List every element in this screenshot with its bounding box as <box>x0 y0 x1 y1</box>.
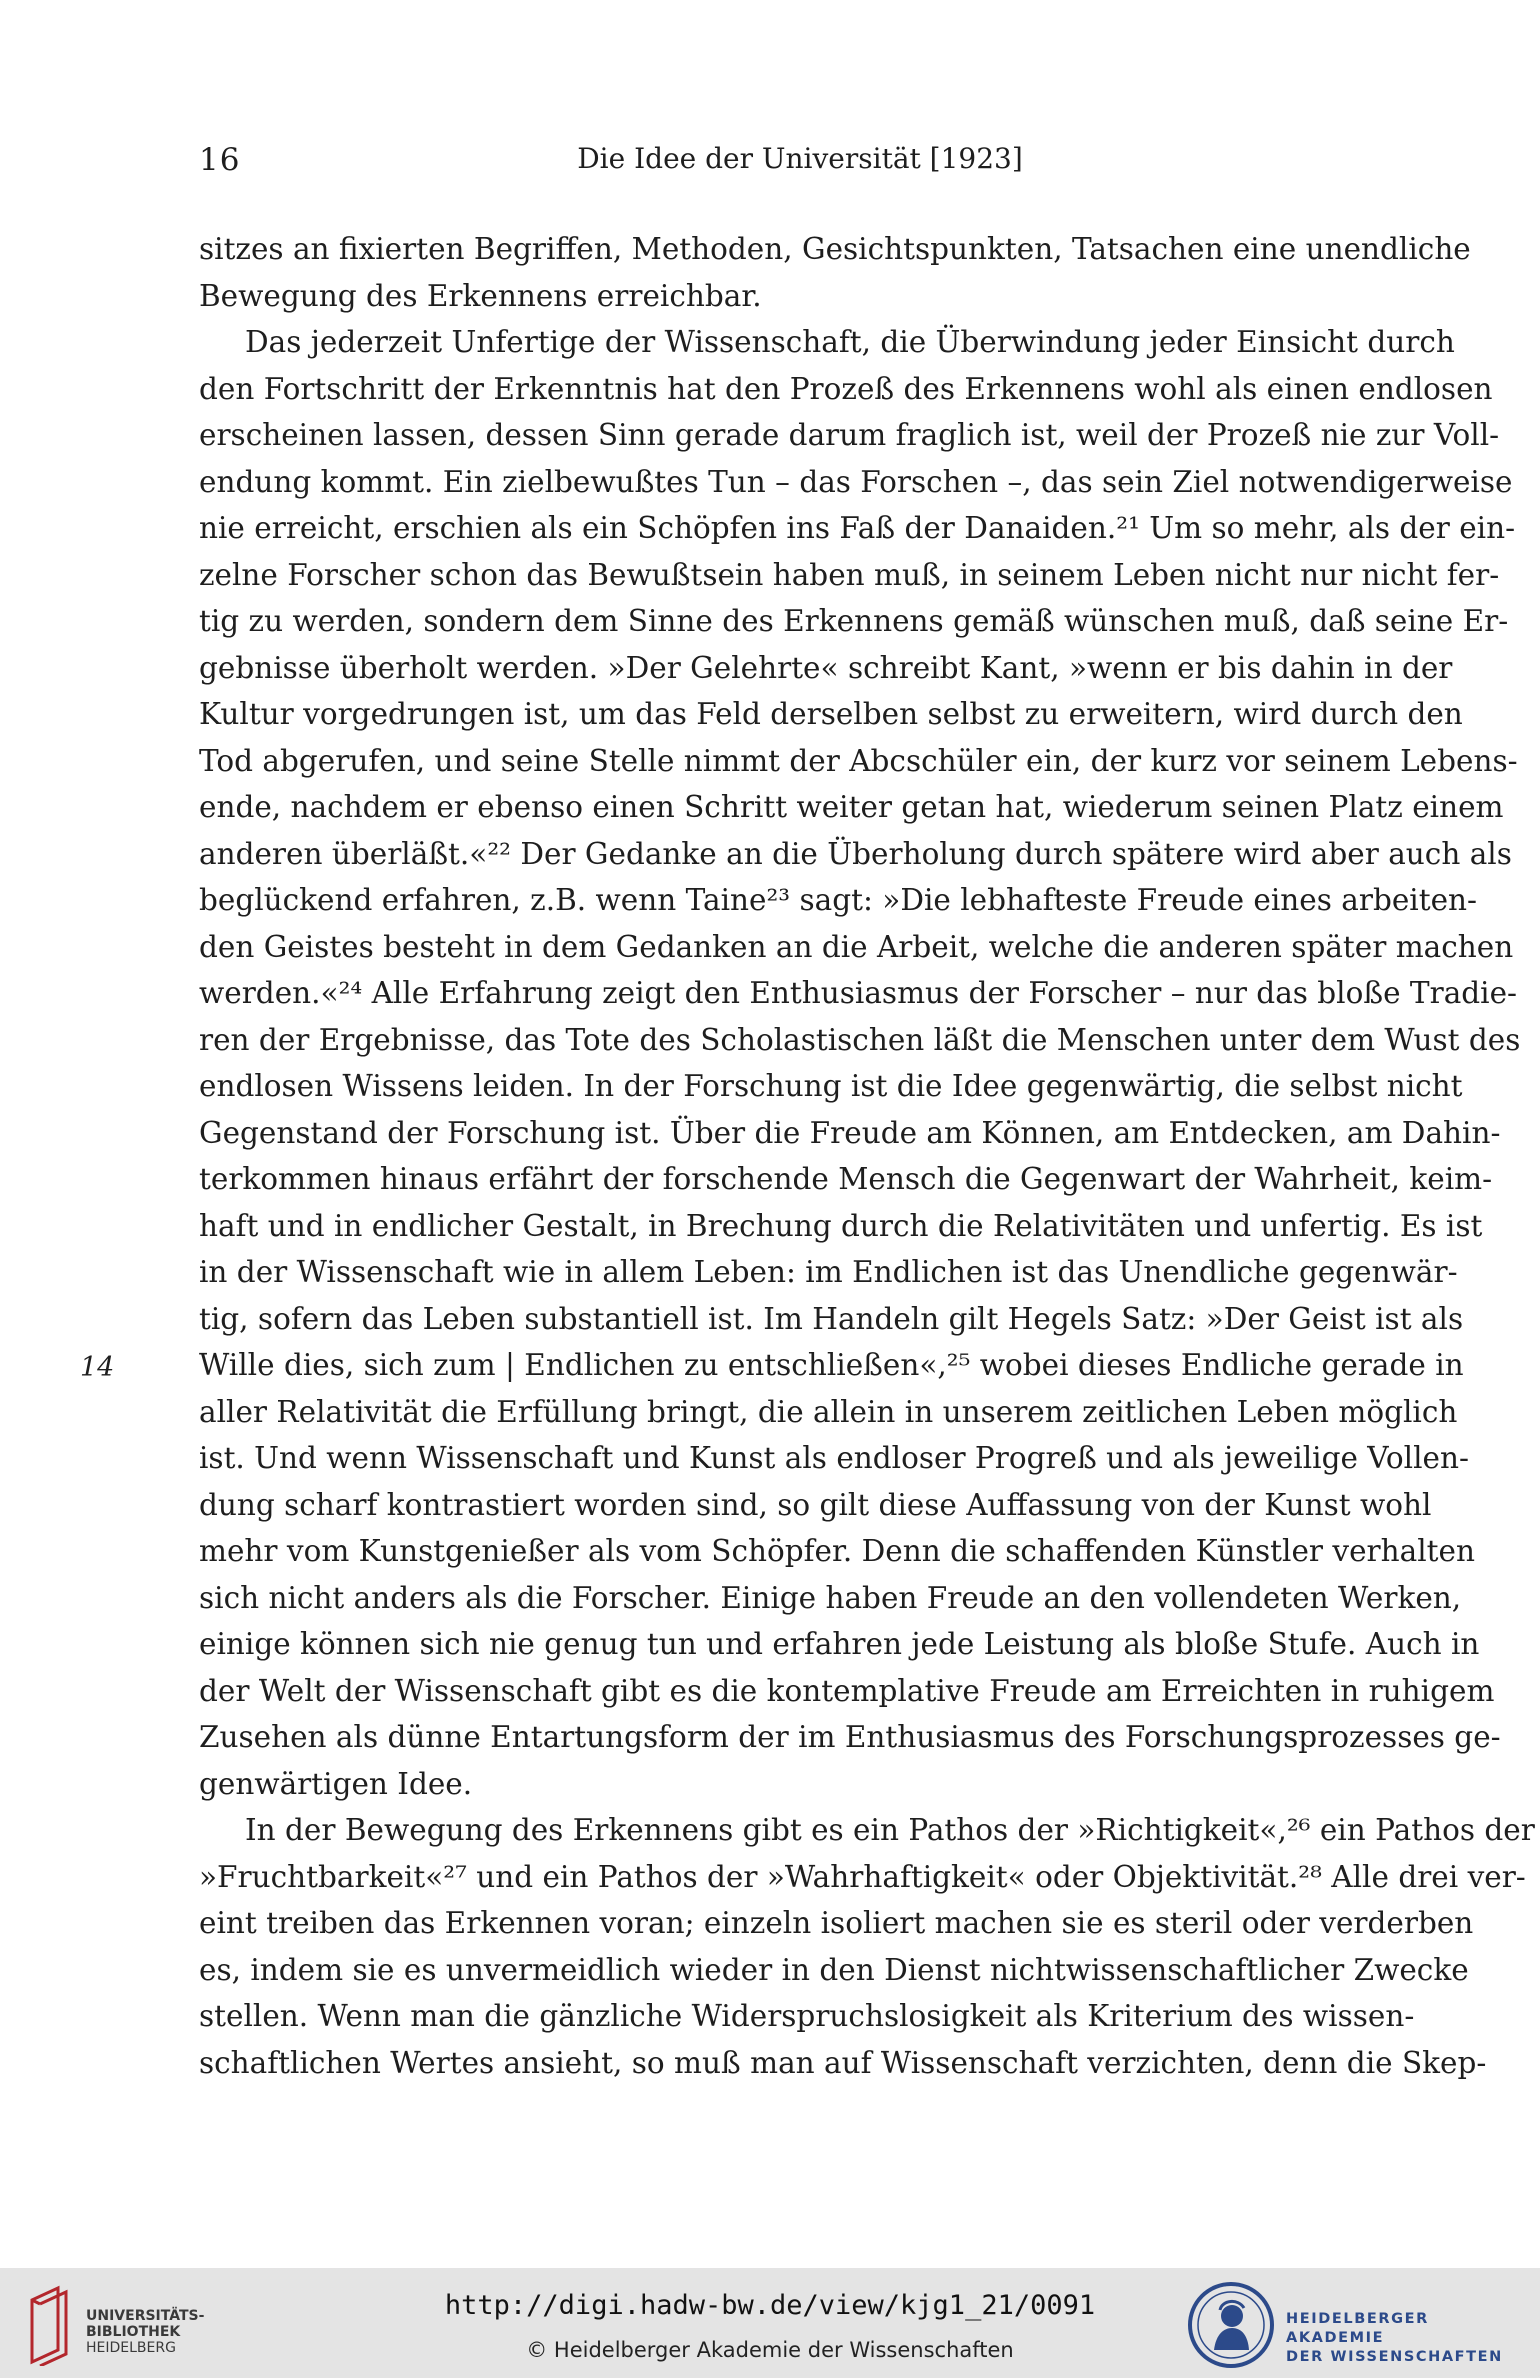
text-line: der Welt der Wissenschaft gibt es die kontemplative Freude am Erreichten in ruhigem <box>199 1673 1495 1708</box>
text-line: erscheinen lassen, dessen Sinn gerade darum fraglich ist, weil der Prozeß nie zur Voll- <box>199 418 1500 452</box>
text-line: in der Wissenschaft wie in allem Leben: im Endlichen ist das Unendliche gegenwär- <box>199 1255 1458 1289</box>
text-line: tig, sofern das Leben substantiell ist. Im Handeln gilt Hegels Satz: »Der Geist ist als <box>199 1301 1464 1336</box>
text-line: es, indem sie es unvermeidlich wieder in den Dienst nichtwissenschaftlicher Zwecke <box>199 1952 1469 1987</box>
footer-bar <box>0 2268 1540 2378</box>
text-line: beglückend erfahren, z.B. wenn Taine²³ sagt: »Die lebhafteste Freude eines arbeiten- <box>199 883 1478 917</box>
text-line: sitzes an fixierten Begriffen, Methoden, Gesichtspunkten, Tatsachen eine unendliche <box>199 232 1471 266</box>
text-line: tig zu werden, sondern dem Sinne des Erkennens gemäß wünschen muß, daß seine Er- <box>199 604 1509 638</box>
library-name-line: UNIVERSITÄTS- <box>86 2308 205 2324</box>
text-line: Tod abgerufen, und seine Stelle nimmt der Abcschüler ein, der kurz vor seinem Lebens- <box>199 743 1518 778</box>
library-name-line: BIBLIOTHEK <box>86 2324 181 2340</box>
text-line: genwärtigen Idee. <box>199 1766 473 1801</box>
page-number: 16 <box>199 142 241 178</box>
text-line: sich nicht anders als die Forscher. Einige haben Freude an den vollendeten Werken, <box>199 1580 1462 1615</box>
text-line: terkommen hinaus erfährt der forschende Mensch die Gegenwart der Wahrheit, keim- <box>199 1162 1493 1196</box>
library-name-line: HEIDELBERG <box>86 2340 176 2356</box>
text-line: den Fortschritt der Erkenntnis hat den Prozeß des Erkennens wohl als einen endlosen <box>199 371 1493 406</box>
text-line: »Fruchtbarkeit«²⁷ und ein Pathos der »Wahrhaftigkeit« oder Objektivität.²⁸ Alle drei ver- <box>199 1859 1526 1894</box>
text-line: den Geistes besteht in dem Gedanken an die Arbeit, welche die anderen später machen <box>199 929 1514 964</box>
text-line: endung kommt. Ein zielbewußtes Tun – das Forschen –, das sein Ziel notwendigerweise <box>199 464 1513 499</box>
text-line: ist. Und wenn Wissenschaft und Kunst als endloser Progreß und als jeweilige Vollen- <box>199 1441 1469 1475</box>
academy-logo[interactable] <box>1186 2280 1526 2370</box>
text-line: Gegenstand der Forschung ist. Über die Freude am Können, am Entdecken, am Dahin- <box>199 1115 1501 1150</box>
text-line: haft und in endlicher Gestalt, in Brechung durch die Relativitäten und unfertig. Es ist <box>199 1208 1483 1243</box>
margin-page-reference: 14 <box>80 1352 115 1383</box>
academy-name-line: DER WISSENSCHAFTEN <box>1286 2349 1503 2365</box>
text-line: Zusehen als dünne Entartungsform der im Enthusiasmus des Forschungsprozesses ge- <box>199 1720 1501 1754</box>
text-line: Wille dies, sich zum | Endlichen zu entschließen«,²⁵ wobei dieses Endliche gerade in <box>199 1348 1464 1382</box>
text-line: gebnisse überholt werden. »Der Gelehrte« schreibt Kant, »wenn er bis dahin in der <box>199 650 1453 685</box>
academy-name-line: HEIDELBERGER AKADEMIE <box>1286 2311 1429 2346</box>
text-line: Das jederzeit Unfertige der Wissenschaft, die Überwindung jeder Einsicht durch <box>245 325 1455 359</box>
text-line: mehr vom Kunstgenießer als vom Schöpfer. Denn die schaffenden Künstler verhalten <box>199 1534 1475 1568</box>
text-line: endlosen Wissens leiden. In der Forschung ist die Idee gegenwärtig, die selbst nicht <box>199 1069 1463 1103</box>
text-line: Bewegung des Erkennens erreichbar. <box>199 278 762 313</box>
text-line: nie erreicht, erschien als ein Schöpfen ins Faß der Danaiden.²¹ Um so mehr, als der ein- <box>199 511 1516 545</box>
running-title: Die Idee der Universität [1923] <box>577 142 1023 175</box>
text-line: ren der Ergebnisse, das Tote des Scholastischen läßt die Menschen unter dem Wust des <box>199 1022 1521 1057</box>
text-line: ende, nachdem er ebenso einen Schritt weiter getan hat, wiederum seinen Platz einem <box>199 790 1504 824</box>
body-text <box>199 226 1535 2086</box>
text-line: eint treiben das Erkennen voran; einzeln isoliert machen sie es steril oder verderben <box>199 1906 1474 1940</box>
text-line: Kultur vorgedrungen ist, um das Feld derselben selbst zu erweitern, wird durch den <box>199 697 1463 731</box>
text-line: anderen überläßt.«²² Der Gedanke an die Überholung durch spätere wird aber auch als <box>199 836 1512 871</box>
document-url-link[interactable]: http://digi.hadw-bw.de/view/kjg1_21/0091 <box>444 2290 1096 2321</box>
text-line: einige können sich nie genug tun und erfahren jede Leistung als bloße Stufe. Auch in <box>199 1627 1480 1661</box>
academy-seal-icon <box>1186 2280 1276 2370</box>
text-line: dung scharf kontrastiert worden sind, so gilt diese Auffassung von der Kunst wohl <box>199 1487 1432 1522</box>
text-line: zelne Forscher schon das Bewußtsein haben muß, in seinem Leben nicht nur nicht fer- <box>199 557 1500 592</box>
text-line: In der Bewegung des Erkennens gibt es ein Pathos der »Richtigkeit«,²⁶ ein Pathos der <box>245 1813 1535 1847</box>
copyright-notice: © Heidelberger Akademie der Wissenschaften <box>526 2338 1014 2362</box>
text-line: stellen. Wenn man die gänzliche Widerspruchslosigkeit als Kriterium des wissen- <box>199 1999 1415 2033</box>
text-line: schaftlichen Wertes ansieht, so muß man auf Wissenschaft verzichten, denn die Skep- <box>199 2045 1487 2080</box>
academy-name <box>1286 2310 1526 2367</box>
text-line: aller Relativität die Erfüllung bringt, die allein in unserem zeitlichen Leben möglich <box>199 1394 1458 1429</box>
library-building-icon <box>28 2280 72 2366</box>
text-line: werden.«²⁴ Alle Erfahrung zeigt den Enthusiasmus der Forscher – nur das bloße Tradie- <box>199 976 1518 1010</box>
library-name <box>86 2308 204 2356</box>
university-library-logo[interactable] <box>28 2280 228 2370</box>
